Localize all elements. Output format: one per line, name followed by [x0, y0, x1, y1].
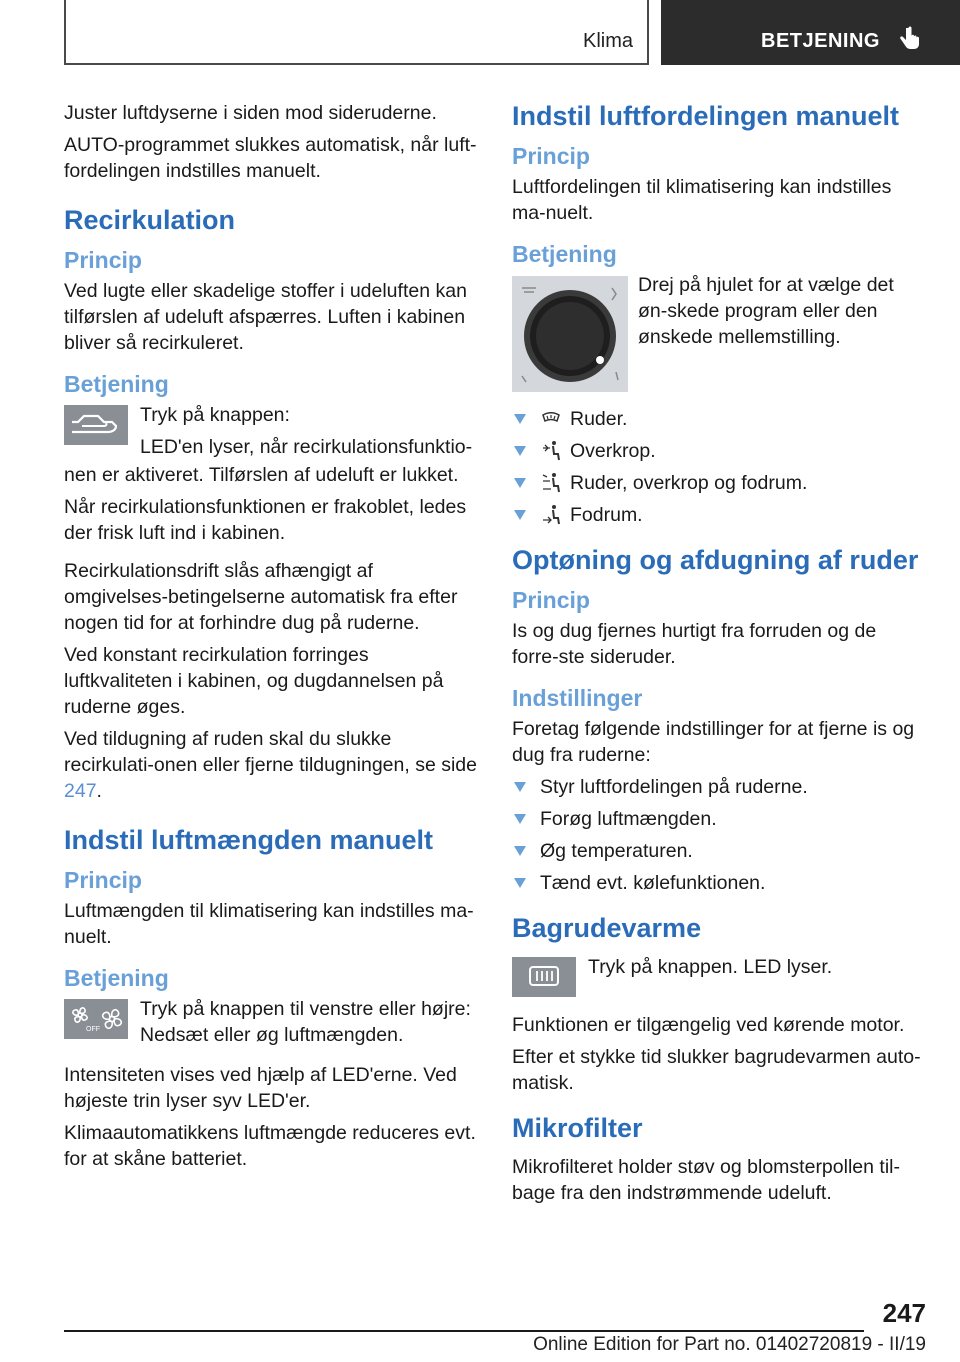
list-item-label: Fodrum.	[570, 504, 643, 526]
right-column	[512, 100, 926, 1212]
recirculation-control	[64, 402, 478, 462]
paragraph: Ved konstant recirkulation forringes luftkvaliteten i kabinen, og dugdannelsen på ruderne øges.	[64, 644, 444, 718]
paragraph: AUTO-programmet slukkes automatisk, når luft-fordelingen indstilles manuelt.	[64, 134, 477, 182]
paragraph: Drej på hjulet for at vælge det øn-skede program eller den ønskede mellemstilling.	[638, 274, 894, 348]
list-item-label: Ruder.	[570, 408, 628, 430]
distribution-knob-image	[512, 276, 628, 392]
subheading-princip: Princip	[64, 867, 142, 893]
list-item	[512, 470, 926, 496]
list-item-label: Overkrop.	[570, 440, 656, 462]
windshield-icon	[540, 407, 562, 429]
page-link[interactable]: 247	[64, 780, 97, 802]
paragraph: Når recirkulationsfunktionen er frakoblet, ledes der frisk luft ind i kabinen.	[64, 496, 467, 544]
footer-edition: Online Edition for Part no. 01402720819 - II/19	[533, 1334, 926, 1355]
list-item	[512, 438, 926, 464]
subheading-betjening: Betjening	[64, 965, 169, 991]
chapter-title: Klima	[582, 30, 633, 52]
rear-window-heating-control	[512, 954, 926, 1012]
paragraph: Tryk på knappen:	[140, 404, 290, 426]
rotary-knob-icon	[512, 276, 628, 392]
fan-icon	[66, 1001, 126, 1037]
list-item-label: Øg temperaturen.	[540, 840, 693, 862]
paragraph: Efter et stykke tid slukker bagrudevarmen auto-matisk.	[512, 1046, 921, 1094]
heading-air-distribution: Indstil luftfordelingen manuelt	[512, 101, 899, 131]
recirculation-icon	[68, 410, 124, 440]
text: .	[96, 780, 102, 802]
list-item	[512, 806, 926, 832]
list-item	[512, 406, 926, 432]
paragraph: Recirkulationsdrift slås afhængigt af omgivelses-betingelserne automatisk fra efter nogen tid for at forhindre dug på ruderne.	[64, 560, 458, 634]
defrost-settings-list	[512, 774, 926, 896]
text: Ved tildugning af ruden skal du slukke recirkulati-onen eller fjerne tildugningen, se side	[64, 728, 477, 776]
heading-defrost: Optøning og afdugning af ruder	[512, 545, 919, 575]
page-number: 247	[882, 1298, 926, 1328]
off-label: OFF	[86, 1026, 100, 1033]
paragraph: Mikrofilteret holder støv og blomsterpollen til-bage fra den indstrømmende udeluft.	[512, 1156, 900, 1204]
list-item	[512, 774, 926, 800]
heading-recirculation: Recirkulation	[64, 205, 236, 235]
list-item	[512, 870, 926, 896]
left-column	[64, 100, 478, 1178]
heading-air-volume: Indstil luftmængden manuelt	[64, 825, 433, 855]
subheading-betjening: Betjening	[512, 241, 617, 267]
header-section-box	[661, 0, 960, 65]
list-item-label: Tænd evt. kølefunktionen.	[540, 872, 766, 894]
footer-divider	[64, 1330, 864, 1332]
distribution-control	[512, 272, 926, 402]
recirculation-button-image	[64, 405, 128, 445]
section-title: BETJENING	[761, 30, 880, 52]
paragraph: Intensiteten vises ved hjælp af LED'erne. Ved højeste trin lyser syv LED'er.	[64, 1064, 457, 1112]
paragraph: Juster luftdyserne i siden mod sideruderne.	[64, 102, 437, 124]
fan-button-image	[64, 999, 128, 1039]
footwell-icon	[540, 503, 562, 525]
paragraph: Luftfordelingen til klimatisering kan indstilles ma-nuelt.	[512, 176, 892, 224]
paragraph: Tryk på knappen. LED lyser.	[588, 956, 833, 978]
subheading-betjening: Betjening	[64, 371, 169, 397]
list-item	[512, 838, 926, 864]
list-item-label: Styr luftfordelingen på ruderne.	[540, 776, 808, 798]
subheading-princip: Princip	[512, 143, 590, 169]
windshield-body-foot-icon	[540, 471, 562, 493]
paragraph: Ved lugte eller skadelige stoffer i udeluften kan tilførslen af udeluft afspærres. Luften i kabinen bliver så recirkuleret.	[64, 280, 467, 354]
paragraph: LED'en lyser, når recirkulationsfunktio-	[140, 436, 473, 458]
paragraph	[64, 726, 478, 804]
rear-heating-button-image	[512, 957, 576, 997]
paragraph: Funktionen er tilgængelig ved kørende motor.	[512, 1014, 905, 1036]
list-item	[512, 502, 926, 528]
paragraph: Luftmængden til klimatisering kan indstilles ma-nuelt.	[64, 900, 474, 948]
paragraph: Klimaautomatikkens luftmængde reduceres evt. for at skåne batteriet.	[64, 1122, 476, 1170]
heading-microfilter: Mikrofilter	[512, 1113, 643, 1143]
paragraph: Tryk på knappen til venstre eller højre: Nedsæt eller øg luftmængden.	[140, 998, 471, 1046]
list-item-label: Forøg luftmængden.	[540, 808, 717, 830]
subheading-princip: Princip	[64, 247, 142, 273]
distribution-program-list	[512, 406, 926, 528]
paragraph: Is og dug fjernes hurtigt fra forruden og de forre-ste sideruder.	[512, 620, 877, 668]
heading-rear-window-heating: Bagrudevarme	[512, 913, 702, 943]
paragraph: Foretag følgende indstillinger for at fjerne is og dug fra ruderne:	[512, 718, 915, 766]
upper-body-icon	[540, 439, 562, 461]
header-chapter-box	[64, 0, 649, 65]
pointing-hand-icon	[897, 26, 921, 54]
list-item-label: Ruder, overkrop og fodrum.	[570, 472, 808, 494]
subheading-princip: Princip	[512, 587, 590, 613]
paragraph: nen er aktiveret. Tilførslen af udeluft er lukket.	[64, 464, 459, 486]
rear-window-heating-icon	[524, 963, 564, 991]
air-volume-control	[64, 996, 478, 1062]
subheading-indstillinger: Indstillinger	[512, 685, 643, 711]
